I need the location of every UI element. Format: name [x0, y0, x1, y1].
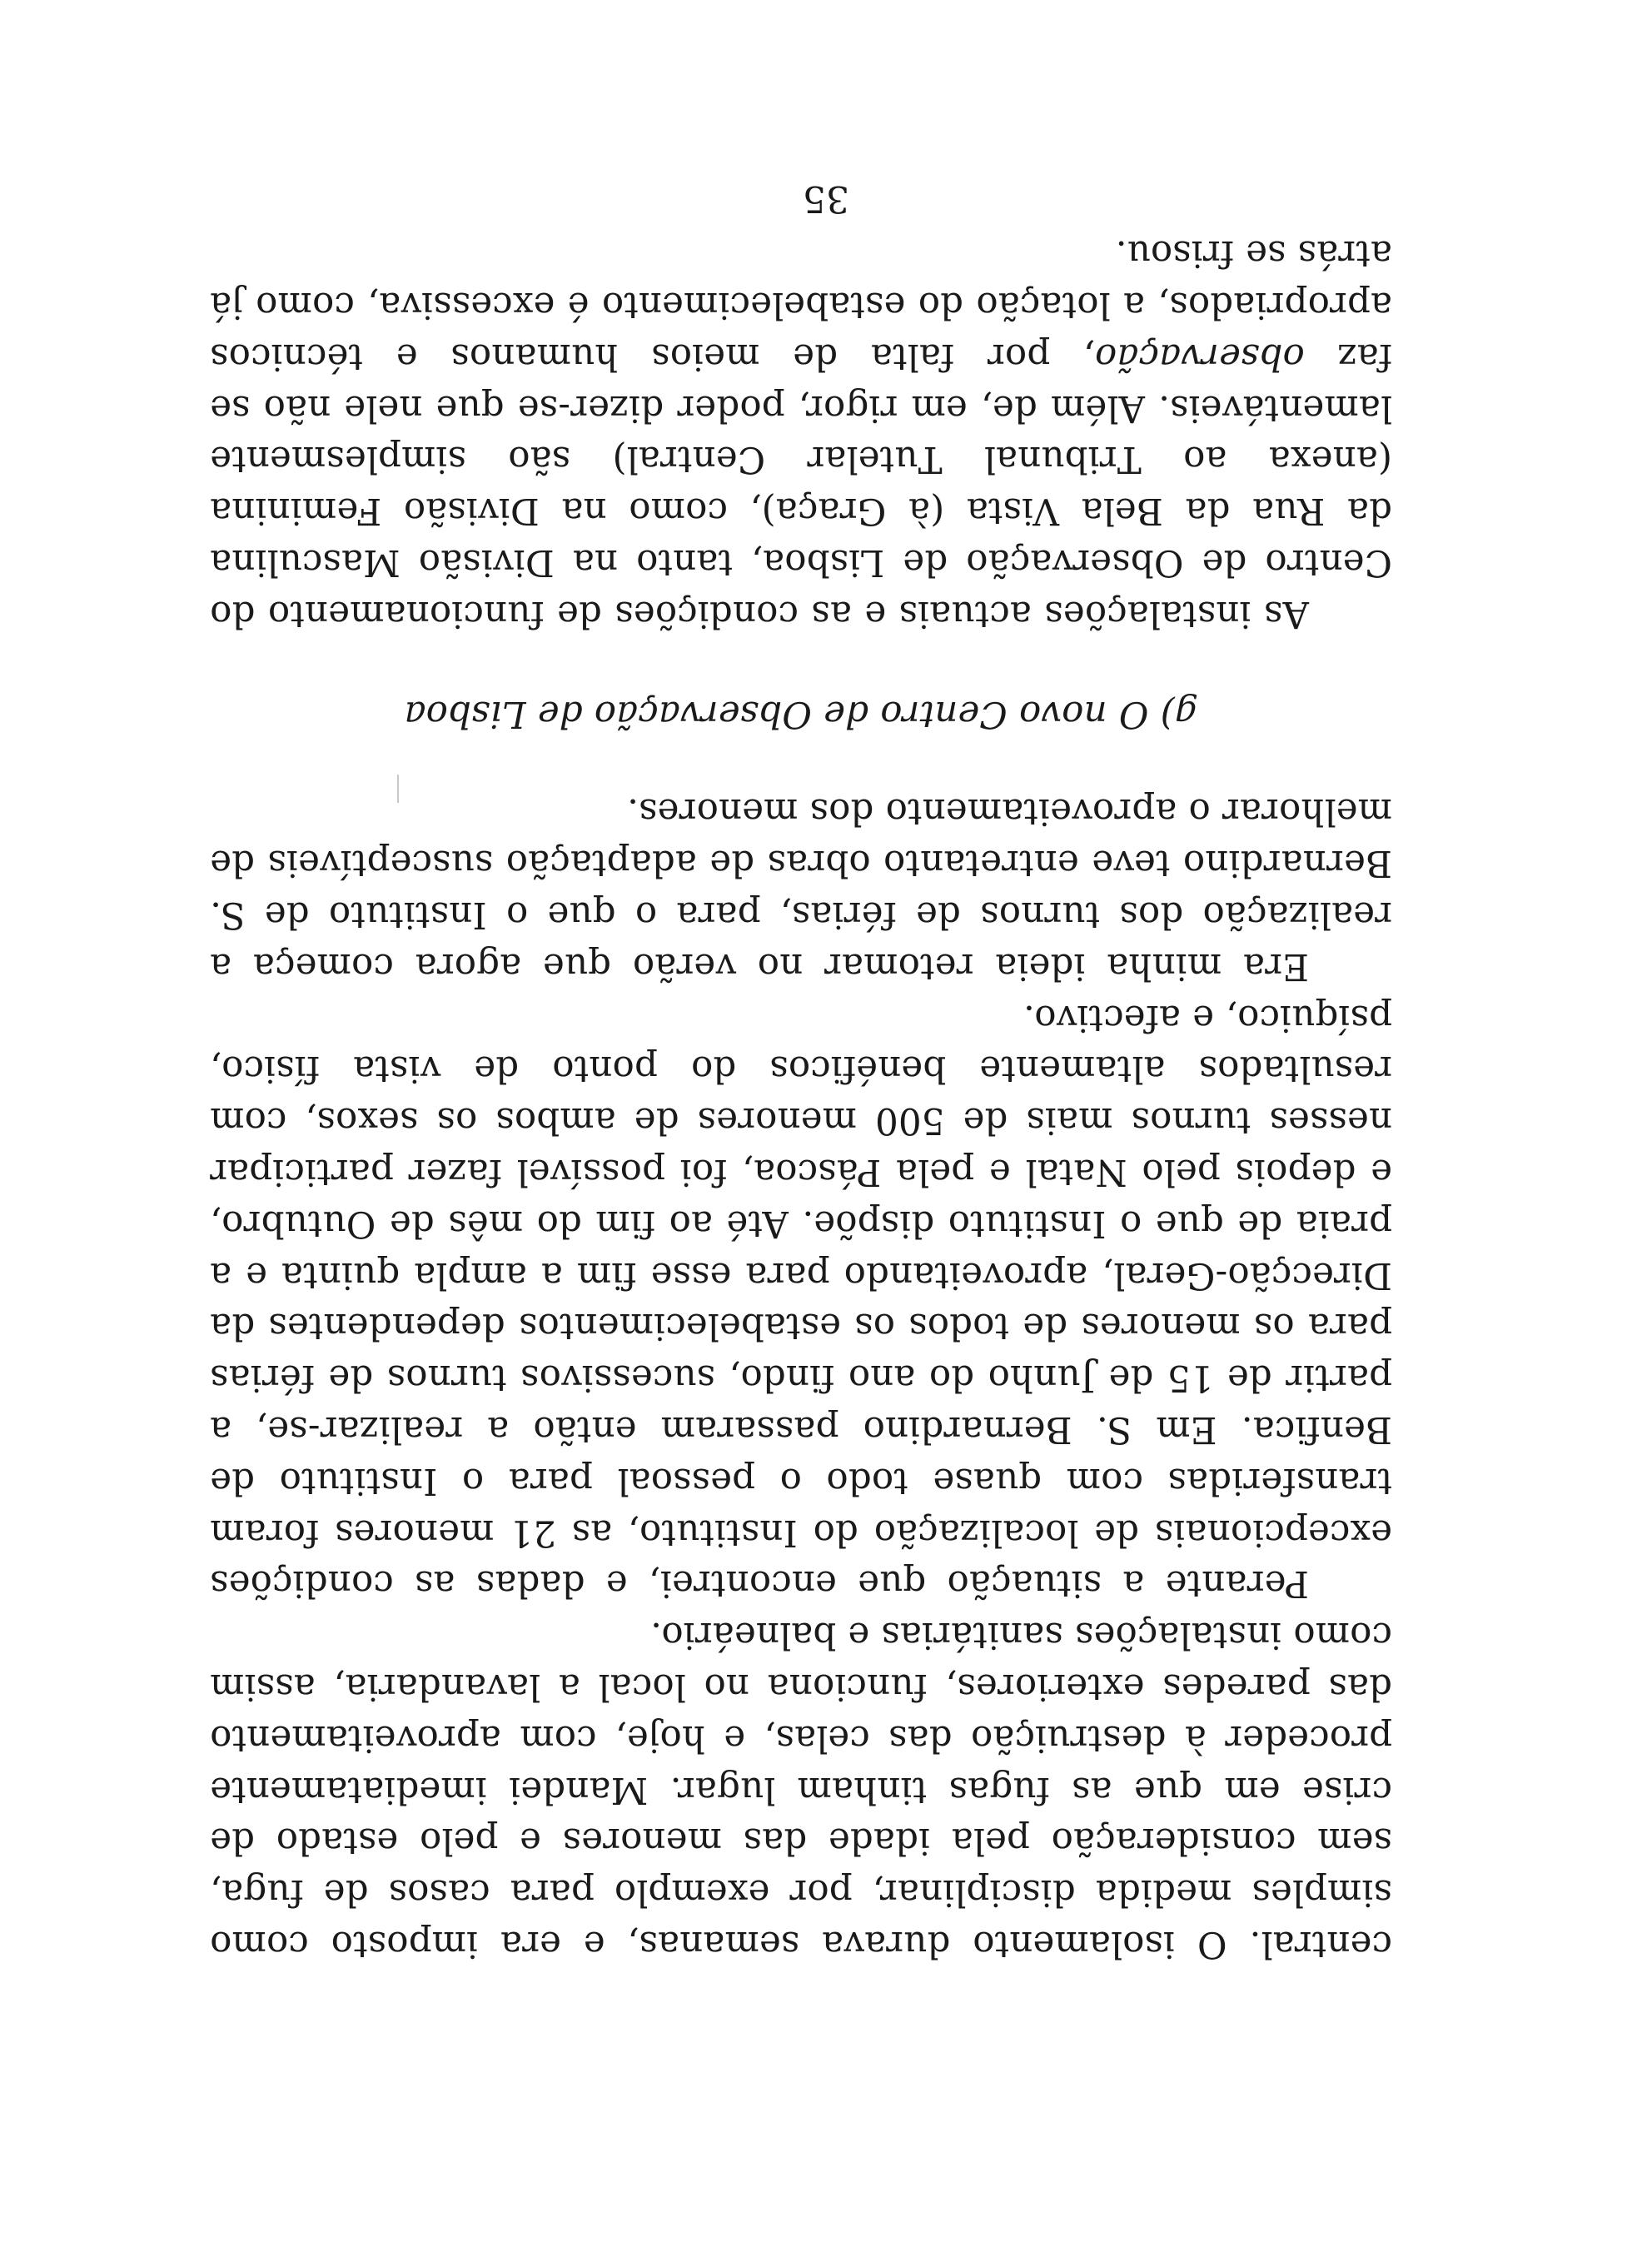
paragraph: [210, 227, 1392, 639]
scan-artifact: [397, 775, 399, 803]
paragraph-continuation: central. O isolamento durava semanas, e era imposto como simples medida disciplinar, por exemplo para casos de fuga, sem consideração pela idade das menores e pelo estado de crise em que as fugas tinham lugar. Mandei imediatamente proceder à destruição das celas, e hoje, com aproveitamento das paredes exteriores, funciona no local a lavandaria, assim como instalações sanitárias e balneário.: [210, 1614, 1392, 1965]
section-heading: g) O novo Centro de Observação de Lisboa: [404, 692, 1198, 735]
paragraph-text: As instalações actuais e as condições de funcionamento do Centro de Observação de Lisboa, tanto na Divisão Masculina da Rua da Bela Vista (à Graça), como na Divisão Feminina (anexa ao Tribunal Tutelar Central) são simplesmente lamentáveis. Além de, em rigor, poder dizer-se que nele não se faz: [210, 335, 1392, 635]
page-number: 35: [803, 177, 849, 220]
paragraph: Era minha ideia retomar no verão que agora começa a realização dos turnos de férias, para o que o Instituto de S. Bernardino teve entretanto obras de adaptação susceptíveis de melhorar o aproveitamento dos menores.: [210, 790, 1392, 987]
paragraph-text: , por falta de meios humanos e técnicos apropriados, a lotação do estabelecimento é excessiva, como já atrás se frisou.: [210, 232, 1392, 377]
paragraph: Perante a situação que encontrei, e dadas as condições excepcionais de localização do Instituto, as 21 menores foram transferidas com quase todo o pessoal para o Instituto de Benfica. Em S. Bernardino passaram então a realizar-se, a partir de 15 de Junho do ano findo, sucessivos turnos de férias para os menores de todos os estabelecimentos dependentes da Direcção-Geral, aproveitando para esse fim a ampla quinta e a praia de que o Instituto dispõe. Até ao fim do mês de Outubro, e depois pelo Natal e pela Páscoa, foi possível fazer participar nesses turnos mais de 500 menores de ambos os sexos, com resultados altamente benéficos do ponto de vista físico, psíquico, e afectivo.: [210, 996, 1392, 1605]
body-text: [210, 227, 1392, 1970]
emphasized-term: observação: [1094, 335, 1305, 377]
